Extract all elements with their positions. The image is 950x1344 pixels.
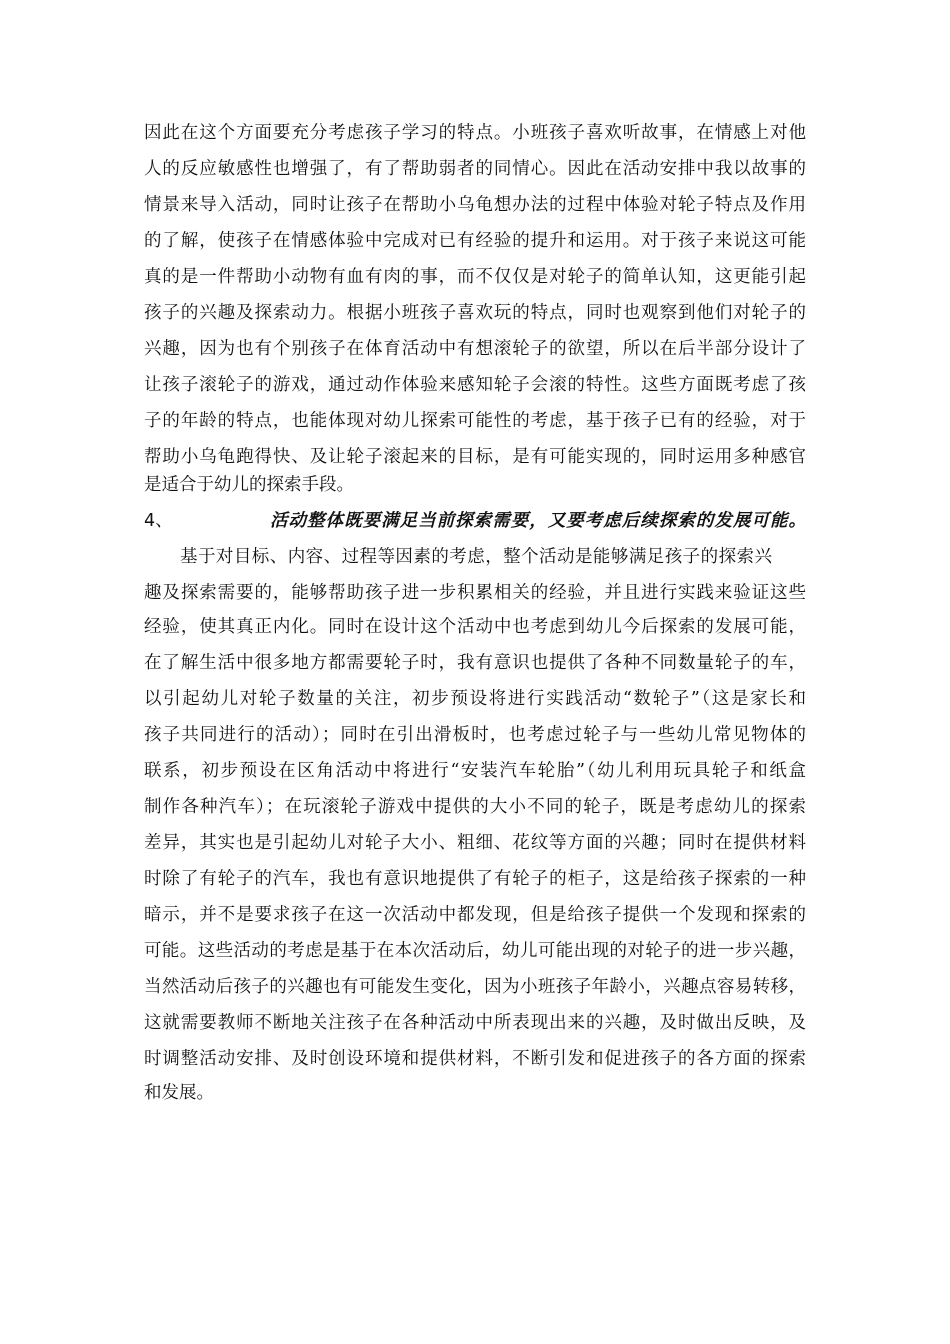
text-line: 这就需要教师不断地关注孩子在各种活动中所表现出来的兴趣，及时做出反映，及 [144,1013,806,1033]
text-line: 孩子共同进行的活动）；同时在引出滑板时，也考虑过轮子与一些幼儿常见物体的 [144,725,806,745]
text-line: 情景来导入活动，同时让孩子在帮助小乌龟想办法的过程中体验对轮子特点及作用 [144,195,806,215]
text-line: 在了解生活中很多地方都需要轮子时，我有意识也提供了各种不同数量轮子的车， [144,653,806,673]
text-line: 帮助小乌龟跑得快、及让轮子滚起来的目标，是有可能实现的，同时运用多种感官 [144,447,806,467]
text-line: 孩子的兴趣及探索动力。根据小班孩子喜欢玩的特点，同时也观察到他们对轮子的 [144,303,806,323]
text-line: 让孩子滚轮子的游戏，通过动作体验来感知轮子会滚的特性。这些方面既考虑了孩 [144,375,806,395]
text-line: 趣及探索需要的，能够帮助孩子进一步积累相关的经验，并且进行实践来验证这些 [144,583,806,603]
text-line: 人的反应敏感性也增强了，有了帮助弱者的同情心。因此在活动安排中我以故事的 [144,159,806,179]
text-line: 当然活动后孩子的兴趣也有可能发生变化，因为小班孩子年龄小，兴趣点容易转移， [144,977,806,997]
text-line: 是适合于幼儿的探索手段。 [144,475,354,495]
text-line: 以引起幼儿对轮子数量的关注，初步预设将进行实践活动“数轮子”（这是家长和 [144,689,806,709]
text-line: 时除了有轮子的汽车，我也有意识地提供了有轮子的柜子，这是给孩子探索的一种 [144,869,806,889]
text-line: 和发展。 [144,1083,214,1103]
heading-text: 活动整体既要满足当前探索需要，又要考虑后续探索的发展可能。 [270,511,806,531]
text-line: 的了解，使孩子在情感体验中完成对已有经验的提升和运用。对于孩子来说这可能 [144,231,806,251]
text-line: 联系，初步预设在区角活动中将进行“安装汽车轮胎”（幼儿利用玩具轮子和纸盒 [144,761,806,781]
text-line: 制作各种汽车）；在玩滚轮子游戏中提供的大小不同的轮子，既是考虑幼儿的探索 [144,797,806,817]
text-line: 差异，其实也是引起幼儿对轮子大小、粗细、花纹等方面的兴趣；同时在提供材料 [144,833,806,853]
heading-number: 4、 [144,511,173,531]
text-line: 暗示，并不是要求孩子在这一次活动中都发现，但是给孩子提供一个发现和探索的 [144,905,806,925]
text-line: 时调整活动安排、及时创设环境和提供材料，不断引发和促进孩子的各方面的探索 [144,1049,806,1069]
text-line: 经验，使其真正内化。同时在设计这个活动中也考虑到幼儿今后探索的发展可能， [144,617,806,637]
text-line: 真的是一件帮助小动物有血有肉的事，而不仅仅是对轮子的简单认知，这更能引起 [144,267,806,287]
text-line: 基于对目标、内容、过程等因素的考虑，整个活动是能够满足孩子的探索兴 [180,547,772,567]
text-line: 可能。这些活动的考虑是基于在本次活动后，幼儿可能出现的对轮子的进一步兴趣， [144,941,806,961]
text-line: 子的年龄的特点，也能体现对幼儿探索可能性的考虑，基于孩子已有的经验，对于 [144,411,806,431]
text-line: 因此在这个方面要充分考虑孩子学习的特点。小班孩子喜欢听故事，在情感上对他 [144,123,806,143]
text-line: 兴趣，因为也有个别孩子在体育活动中有想滚轮子的欲望，所以在后半部分设计了 [144,339,806,359]
